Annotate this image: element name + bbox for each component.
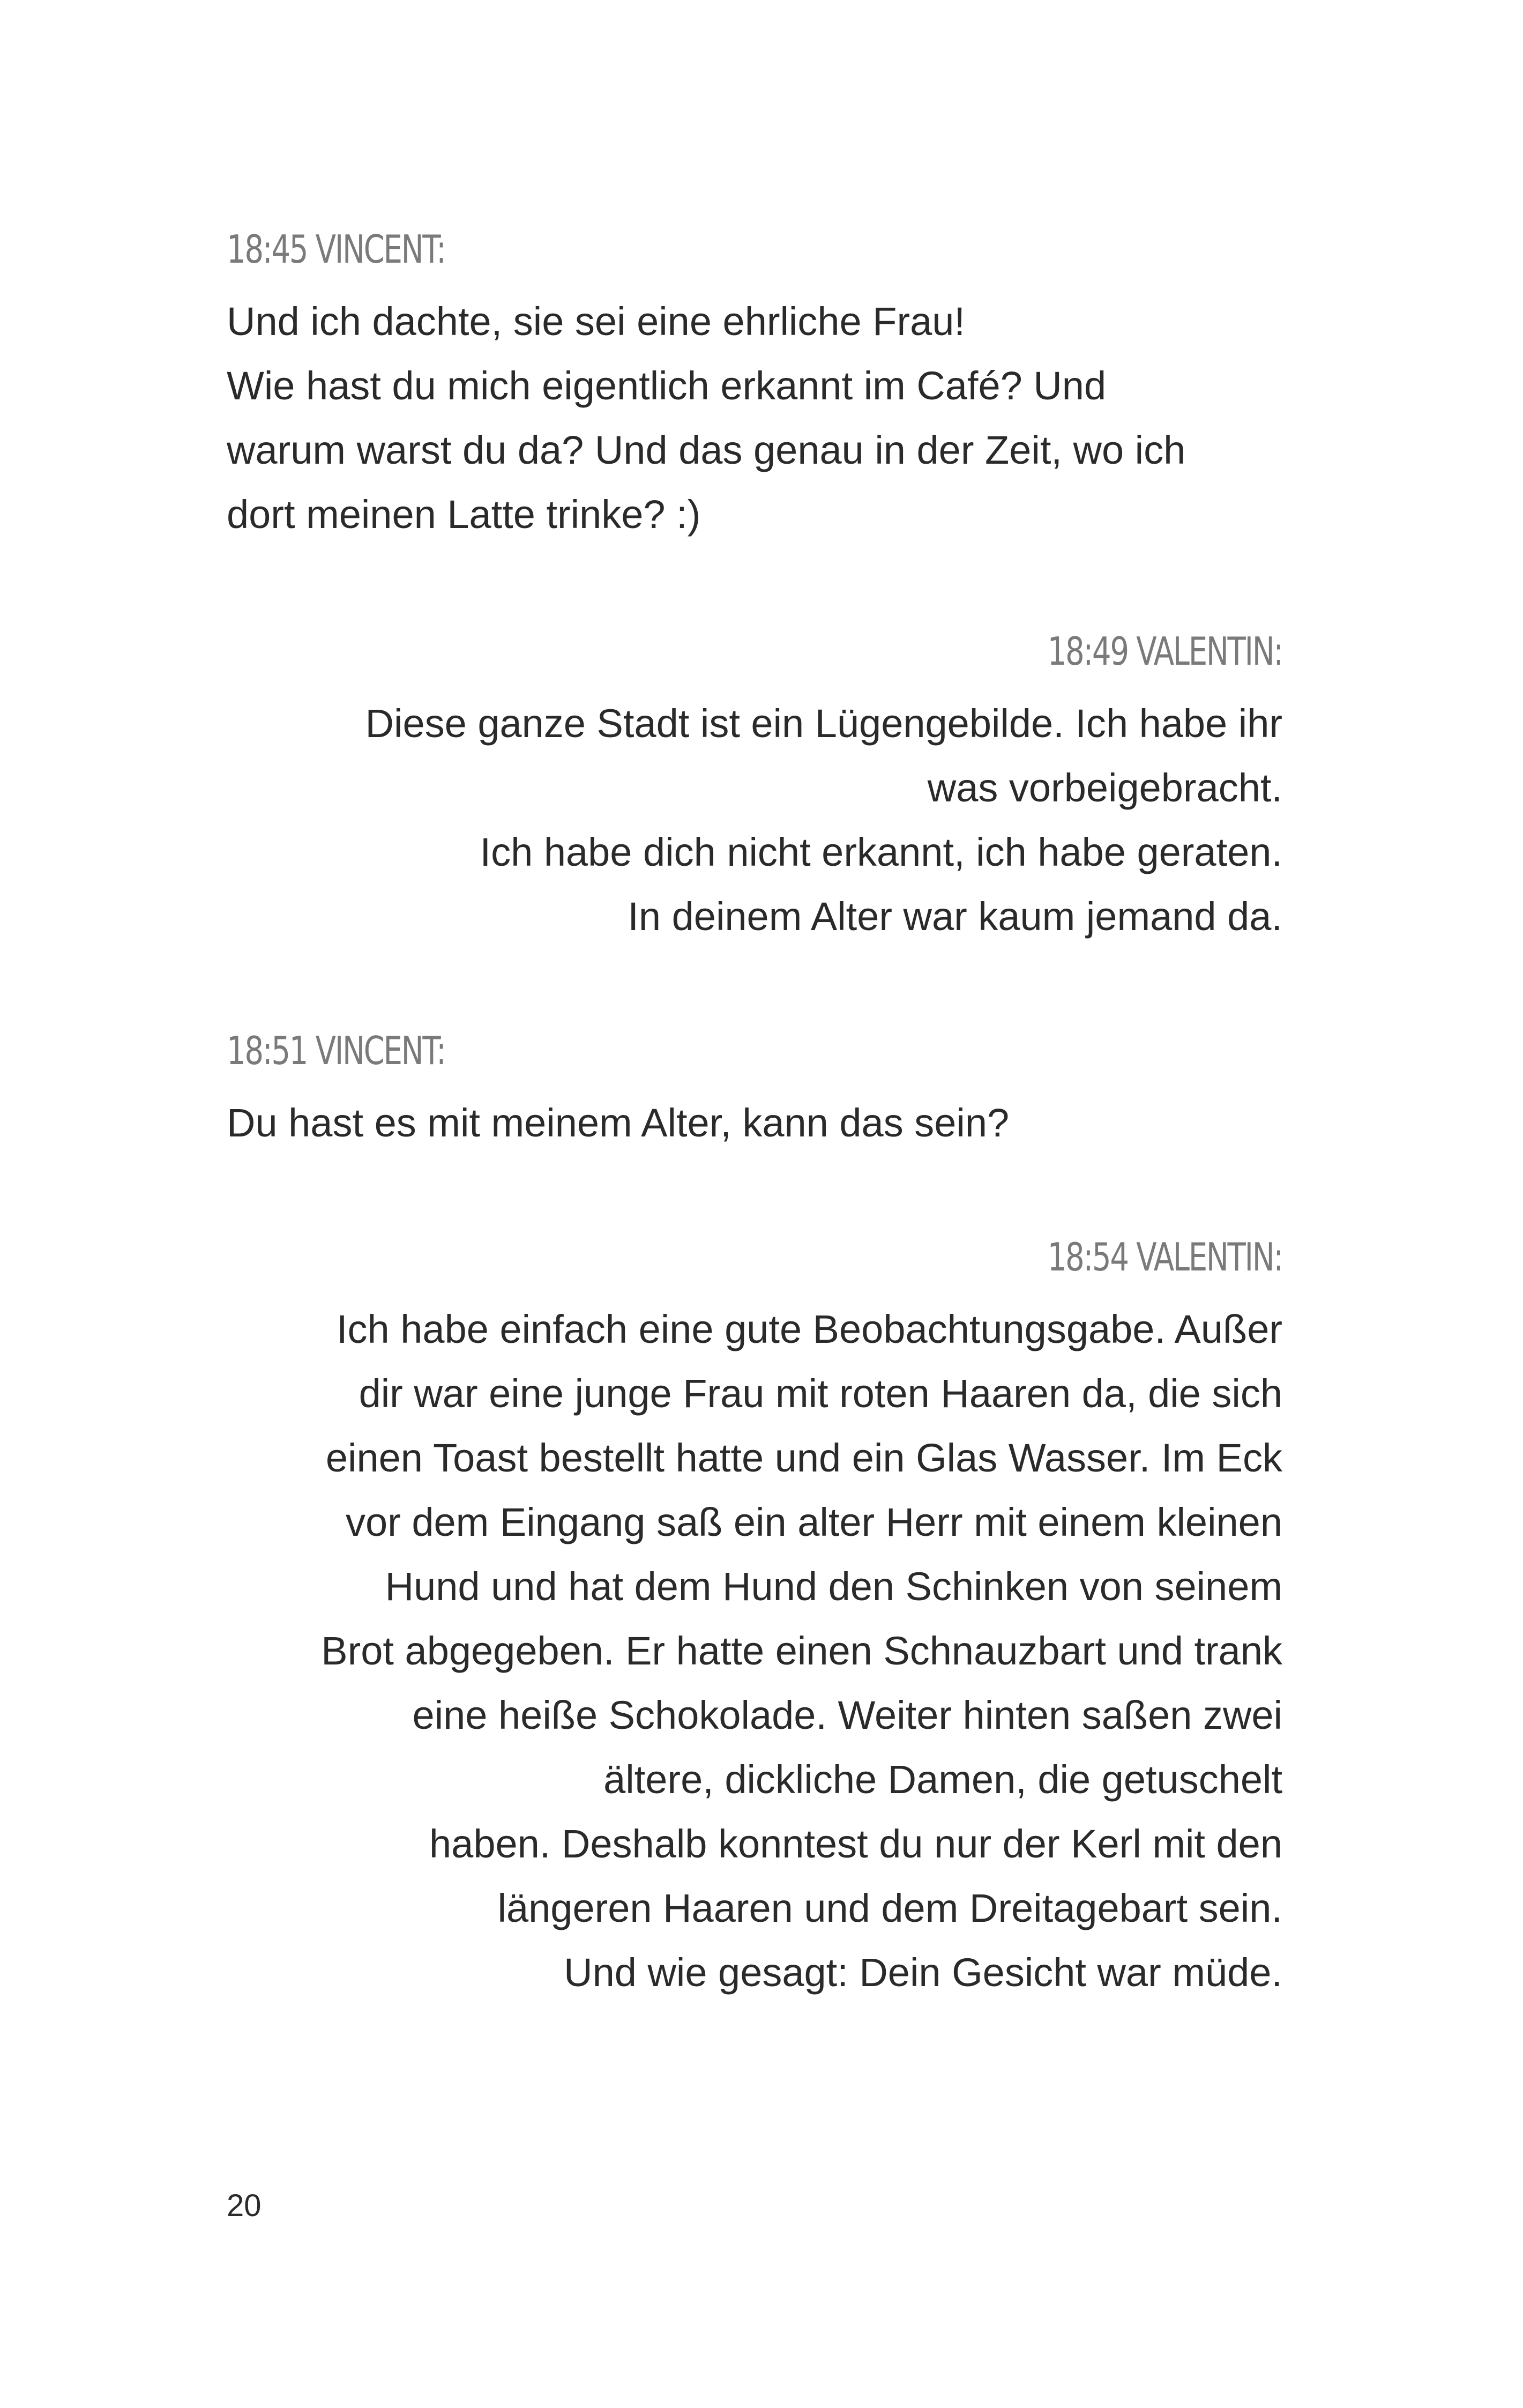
message-line: Ich habe dich nicht erkannt, ich habe geraten. — [480, 830, 1282, 874]
page-number: 20 — [227, 2188, 262, 2223]
message-line: dort meinen Latte trinke? :) — [227, 492, 701, 537]
message-line: ältere, dickliche Damen, die getuschelt — [603, 1757, 1282, 1802]
message-vincent-1845 — [227, 220, 1282, 547]
message-line: Du hast es mit meinem Alter, kann das sein? — [227, 1101, 1010, 1145]
message-body — [227, 289, 1282, 547]
message-line: längeren Haaren und dem Dreitagebart sein. — [497, 1886, 1282, 1930]
message-body — [227, 1091, 1282, 1155]
message-line: dir war eine junge Frau mit roten Haaren da, die sich — [359, 1371, 1282, 1416]
message-line: haben. Deshalb konntest du nur der Kerl mit den — [429, 1822, 1282, 1866]
message-header — [459, 1228, 1282, 1287]
message-line: warum warst du da? Und das genau in der Zeit, wo ich — [227, 428, 1186, 472]
message-line: Und wie gesagt: Dein Gesicht war müde. — [564, 1950, 1282, 1995]
message-header — [227, 220, 1050, 279]
message-line: was vorbeigebracht. — [927, 765, 1282, 810]
message-line: Wie hast du mich eigentlich erkannt im Café? Und — [227, 363, 1107, 408]
message-line: eine heiße Schokolade. Weiter hinten saßen zwei — [412, 1693, 1282, 1737]
message-time: 18:54 — [1047, 1235, 1128, 1280]
message-line: Diese ganze Stadt ist ein Lügengebilde. Ich habe ihr — [365, 701, 1282, 746]
message-time: 18:45 — [227, 227, 308, 272]
message-valentin-1854 — [227, 1228, 1282, 2005]
message-header — [227, 1021, 1050, 1080]
message-line: Ich habe einfach eine gute Beobachtungsgabe. Außer — [336, 1307, 1282, 1351]
message-sender: VALENTIN: — [1136, 1235, 1282, 1280]
message-sender: VINCENT: — [315, 1028, 445, 1073]
message-line: Und ich dachte, sie sei eine ehrliche Frau! — [227, 299, 965, 344]
message-valentin-1849 — [227, 622, 1282, 949]
message-body — [227, 1297, 1282, 2005]
message-line: vor dem Eingang saß ein alter Herr mit einem kleinen — [346, 1500, 1282, 1544]
message-time: 18:49 — [1047, 629, 1128, 674]
message-line: Brot abgegeben. Er hatte einen Schnauzbart und trank — [321, 1629, 1282, 1673]
message-sender: VALENTIN: — [1136, 629, 1282, 674]
message-body — [227, 692, 1282, 949]
message-sender: VINCENT: — [315, 227, 445, 272]
message-header — [459, 622, 1282, 681]
message-line: In deinem Alter war kaum jemand da. — [628, 894, 1282, 939]
message-vincent-1851 — [227, 1021, 1282, 1155]
message-line: Hund und hat dem Hund den Schinken von seinem — [385, 1564, 1282, 1609]
message-time: 18:51 — [227, 1028, 308, 1073]
message-line: einen Toast bestellt hatte und ein Glas Wasser. Im Eck — [325, 1436, 1282, 1480]
